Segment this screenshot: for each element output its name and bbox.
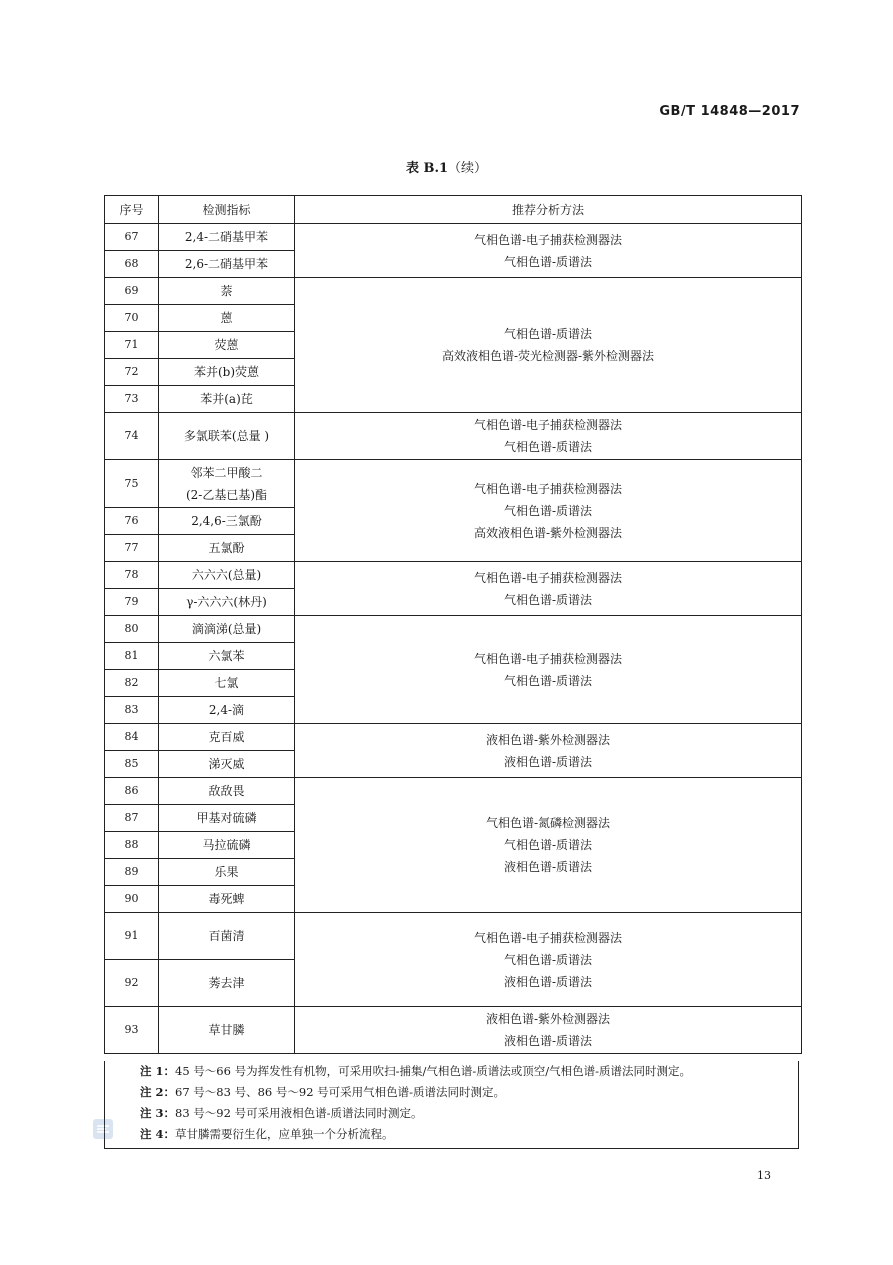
indicator-name: [159, 386, 295, 413]
indicator-name-line: 乐果: [214, 865, 239, 879]
indicator-name: [159, 886, 295, 913]
indicator-name-line: 2,4-二硝基甲苯: [184, 230, 269, 244]
table-row: [105, 413, 802, 460]
indicator-name-line: 马拉硫磷: [202, 838, 251, 852]
indicator-name: [159, 751, 295, 778]
column-header-no: 序号: [105, 196, 159, 224]
row-number: 71: [105, 332, 159, 359]
indicator-name-line: 毒死蜱: [208, 892, 245, 906]
indicator-name-line: 多氯联苯(总量 ): [183, 429, 270, 443]
row-number: 77: [105, 535, 159, 562]
row-number: 73: [105, 386, 159, 413]
table-row: [105, 224, 802, 251]
method-line: 高效液相色谱-紫外检测器法: [473, 525, 623, 540]
indicator-name-line: 2,4,6-三氯酚: [191, 514, 262, 528]
method-line: 液相色谱-紫外检测器法: [485, 1012, 611, 1026]
method-line: 气相色谱-质谱法: [503, 838, 593, 852]
indicator-name-line: 草甘膦: [208, 1023, 245, 1037]
indicator-name-line: 六氯苯: [208, 649, 245, 663]
indicator-name: [159, 413, 295, 460]
recommended-methods: [295, 224, 802, 278]
note-4: [105, 1124, 798, 1145]
indicator-name: [159, 224, 295, 251]
indicator-name-line: 敌敌畏: [208, 784, 245, 798]
recommended-methods: [295, 562, 802, 616]
indicator-name: [159, 332, 295, 359]
note-text: 草甘膦需要衍生化，应单独一个分析流程。: [175, 1127, 394, 1141]
row-number: 68: [105, 251, 159, 278]
note-label: 注 2：: [140, 1085, 176, 1099]
method-line: 气相色谱-电子捕获检测器法: [473, 930, 623, 945]
indicator-name-line: 滴滴涕(总量): [191, 622, 262, 636]
row-number: 93: [105, 1007, 159, 1054]
indicator-name-line: 苯并(b)荧蒽: [193, 365, 260, 379]
method-line: 气相色谱-质谱法: [503, 503, 593, 518]
table-row: [105, 913, 802, 960]
recommended-methods: [295, 616, 802, 724]
recommended-methods: [295, 413, 802, 460]
note-3: [105, 1103, 798, 1124]
indicator-name-line: 荧蒽: [214, 338, 239, 352]
recommended-methods: [295, 1007, 802, 1054]
method-line: 高效液相色谱-荧光检测器-紫外检测器法: [441, 349, 655, 363]
indicator-name-line: 甲基对硫磷: [196, 811, 257, 825]
indicator-name: [159, 697, 295, 724]
indicator-name-line: 六六六(总量): [191, 568, 262, 582]
indicator-name: [159, 778, 295, 805]
column-header-indicator: 检测指标: [159, 196, 295, 224]
table-row: [105, 724, 802, 751]
indicator-name: [159, 913, 295, 960]
indicator-name: [159, 508, 295, 535]
row-number: 70: [105, 305, 159, 332]
indicator-name: [159, 859, 295, 886]
row-number: 91: [105, 913, 159, 960]
row-number: 81: [105, 643, 159, 670]
indicator-name-line: 2,4-滴: [208, 703, 245, 717]
table-row: [105, 460, 802, 508]
column-header-method: 推荐分析方法: [295, 196, 802, 224]
note-text: 67 号～83 号、86 号～92 号可采用气相色谱-质谱法同时测定。: [175, 1085, 506, 1099]
methods-table: [104, 195, 802, 1054]
watermark-icon: [92, 1118, 114, 1140]
row-number: 85: [105, 751, 159, 778]
row-number: 92: [105, 960, 159, 1007]
indicator-name: [159, 724, 295, 751]
indicator-name: [159, 359, 295, 386]
indicator-name: [159, 805, 295, 832]
recommended-methods: [295, 913, 802, 1007]
table-row: [105, 778, 802, 805]
row-number: 72: [105, 359, 159, 386]
method-line: 液相色谱-质谱法: [503, 1034, 593, 1048]
method-line: 气相色谱-质谱法: [503, 254, 593, 269]
row-number: 69: [105, 278, 159, 305]
indicator-name-line: 百菌清: [208, 929, 245, 943]
row-number: 84: [105, 724, 159, 751]
table-title-continued: （续）: [448, 161, 488, 176]
method-line: 气相色谱-电子捕获检测器法: [473, 570, 623, 585]
indicator-name-line: 莠去津: [208, 976, 245, 990]
indicator-name-line: 克百威: [208, 730, 245, 744]
indicator-name: [159, 460, 295, 508]
method-line: 液相色谱-质谱法: [503, 860, 593, 874]
row-number: 74: [105, 413, 159, 460]
indicator-name: [159, 832, 295, 859]
indicator-name-line: 萘: [220, 284, 233, 298]
indicator-name: [159, 251, 295, 278]
table-title: [0, 157, 893, 176]
recommended-methods: [295, 278, 802, 413]
table-notes: [104, 1061, 799, 1149]
table-row: [105, 1007, 802, 1054]
standard-code: GB/T 14848—2017: [659, 104, 800, 119]
indicator-name-line: 蒽: [220, 311, 233, 325]
indicator-name: [159, 1007, 295, 1054]
row-number: 88: [105, 832, 159, 859]
indicator-name: [159, 960, 295, 1007]
table-row: [105, 278, 802, 305]
note-text: 83 号～92 号可采用液相色谱-质谱法同时测定。: [175, 1106, 423, 1120]
page-number: 13: [757, 1169, 771, 1182]
method-line: 液相色谱-质谱法: [503, 754, 593, 769]
row-number: 83: [105, 697, 159, 724]
table-title-label: 表 B.1: [405, 161, 449, 176]
recommended-methods: [295, 724, 802, 778]
row-number: 87: [105, 805, 159, 832]
note-label: 注 4：: [140, 1127, 176, 1141]
method-line: 气相色谱-电子捕获检测器法: [473, 481, 623, 496]
row-number: 80: [105, 616, 159, 643]
table-row: [105, 562, 802, 589]
indicator-name-line: (2-乙基已基)酯: [185, 487, 268, 502]
note-2: [105, 1082, 798, 1103]
method-line: 气相色谱-电子捕获检测器法: [473, 232, 623, 247]
indicator-name: [159, 305, 295, 332]
row-number: 67: [105, 224, 159, 251]
table-body: [105, 224, 802, 1054]
indicator-name-line: 五氯酚: [208, 541, 245, 555]
row-number: 82: [105, 670, 159, 697]
indicator-name-line: 苯并(a)芘: [200, 392, 253, 406]
method-line: 气相色谱-电子捕获检测器法: [473, 651, 623, 666]
recommended-methods: [295, 460, 802, 562]
row-number: 76: [105, 508, 159, 535]
method-line: 气相色谱-质谱法: [503, 952, 593, 967]
note-label: 注 3：: [140, 1106, 176, 1120]
row-number: 79: [105, 589, 159, 616]
indicator-name: [159, 643, 295, 670]
method-line: 液相色谱-质谱法: [503, 974, 593, 989]
method-line: 气相色谱-质谱法: [503, 327, 593, 341]
method-line: 气相色谱-电子捕获检测器法: [473, 418, 623, 432]
row-number: 89: [105, 859, 159, 886]
indicator-name: [159, 562, 295, 589]
indicator-name-line: 2,6-二硝基甲苯: [184, 257, 269, 271]
indicator-name: [159, 589, 295, 616]
method-line: 气相色谱-氮磷检测器法: [485, 816, 611, 830]
row-number: 90: [105, 886, 159, 913]
row-number: 86: [105, 778, 159, 805]
row-number: 75: [105, 460, 159, 508]
note-1: [105, 1061, 798, 1082]
method-line: 液相色谱-紫外检测器法: [485, 732, 611, 747]
recommended-methods: [295, 778, 802, 913]
indicator-name-line: 七氯: [214, 676, 239, 690]
method-line: 气相色谱-质谱法: [503, 673, 593, 688]
method-line: 气相色谱-质谱法: [503, 440, 593, 454]
method-line: 气相色谱-质谱法: [503, 592, 593, 607]
indicator-name: [159, 535, 295, 562]
indicator-name: [159, 278, 295, 305]
indicator-name: [159, 616, 295, 643]
indicator-name: [159, 670, 295, 697]
note-label: 注 1：: [140, 1064, 176, 1078]
indicator-name-line: 涕灭威: [208, 757, 245, 771]
indicator-name-line: γ-六六六(林丹): [186, 595, 267, 609]
table-row: [105, 616, 802, 643]
row-number: 78: [105, 562, 159, 589]
note-text: 45 号～66 号为挥发性有机物，可采用吹扫-捕集/气相色谱-质谱法或顶空/气相色谱-质谱法同时测定。: [175, 1064, 691, 1078]
indicator-name-line: 邻苯二甲酸二: [190, 465, 263, 480]
